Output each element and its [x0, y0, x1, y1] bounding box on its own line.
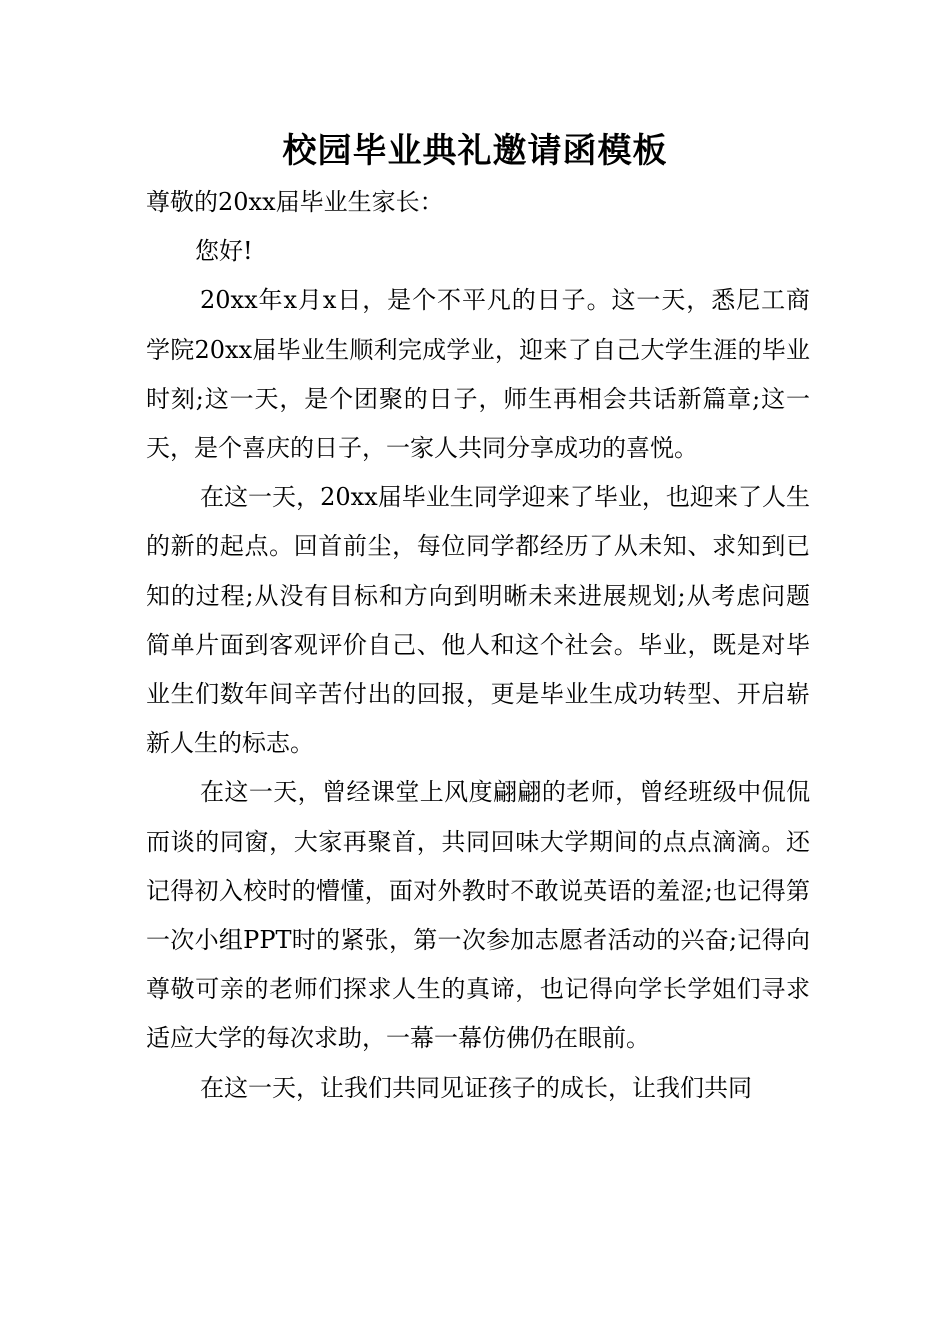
document-body — [146, 178, 810, 1113]
salutation: 尊敬的20xx届毕业生家长： — [146, 188, 444, 216]
document-title: 校园毕业典礼邀请函模板 — [282, 131, 668, 171]
greeting: 您好! — [195, 237, 253, 266]
paragraph-2: 在这一天，20xx届毕业生同学迎来了毕业，也迎来了人生的新的起点。回首前尘，每位同学都经历了从未知、求知到已知的过程;从没有目标和方向到明晰未来进展规划;从考虑问题简单片面到客观评价自己、他人和这个社会。毕业，既是对毕业生们数年间辛苦付出的回报，更是毕业生成功转型、开启崭新人生的标志。 — [146, 483, 810, 758]
paragraph-1: 20xx年x月x日，是个不平凡的日子。这一天，悉尼工商学院20xx届毕业生顺利完成学业，迎来了自己大学生涯的毕业时刻;这一天，是个团聚的日子，师生再相会共话新篇章;这一天，是个喜庆的日子，一家人共同分享成功的喜悦。 — [146, 286, 810, 463]
paragraph-3: 在这一天，曾经课堂上风度翩翩的老师，曾经班级中侃侃而谈的同窗，大家再聚首，共同回味大学期间的点点滴滴。还记得初入校时的懵懂，面对外教时不敢说英语的羞涩;也记得第一次小组PPT时的紧张，第一次参加志愿者活动的兴奋;记得向尊敬可亲的老师们探求人生的真谛，也记得向学长学姐们寻求适应大学的每次求助，一幕一幕仿佛仍在眼前。 — [146, 778, 810, 1053]
paragraph-4: 在这一天，让我们共同见证孩子的成长，让我们共同 — [200, 1073, 752, 1102]
